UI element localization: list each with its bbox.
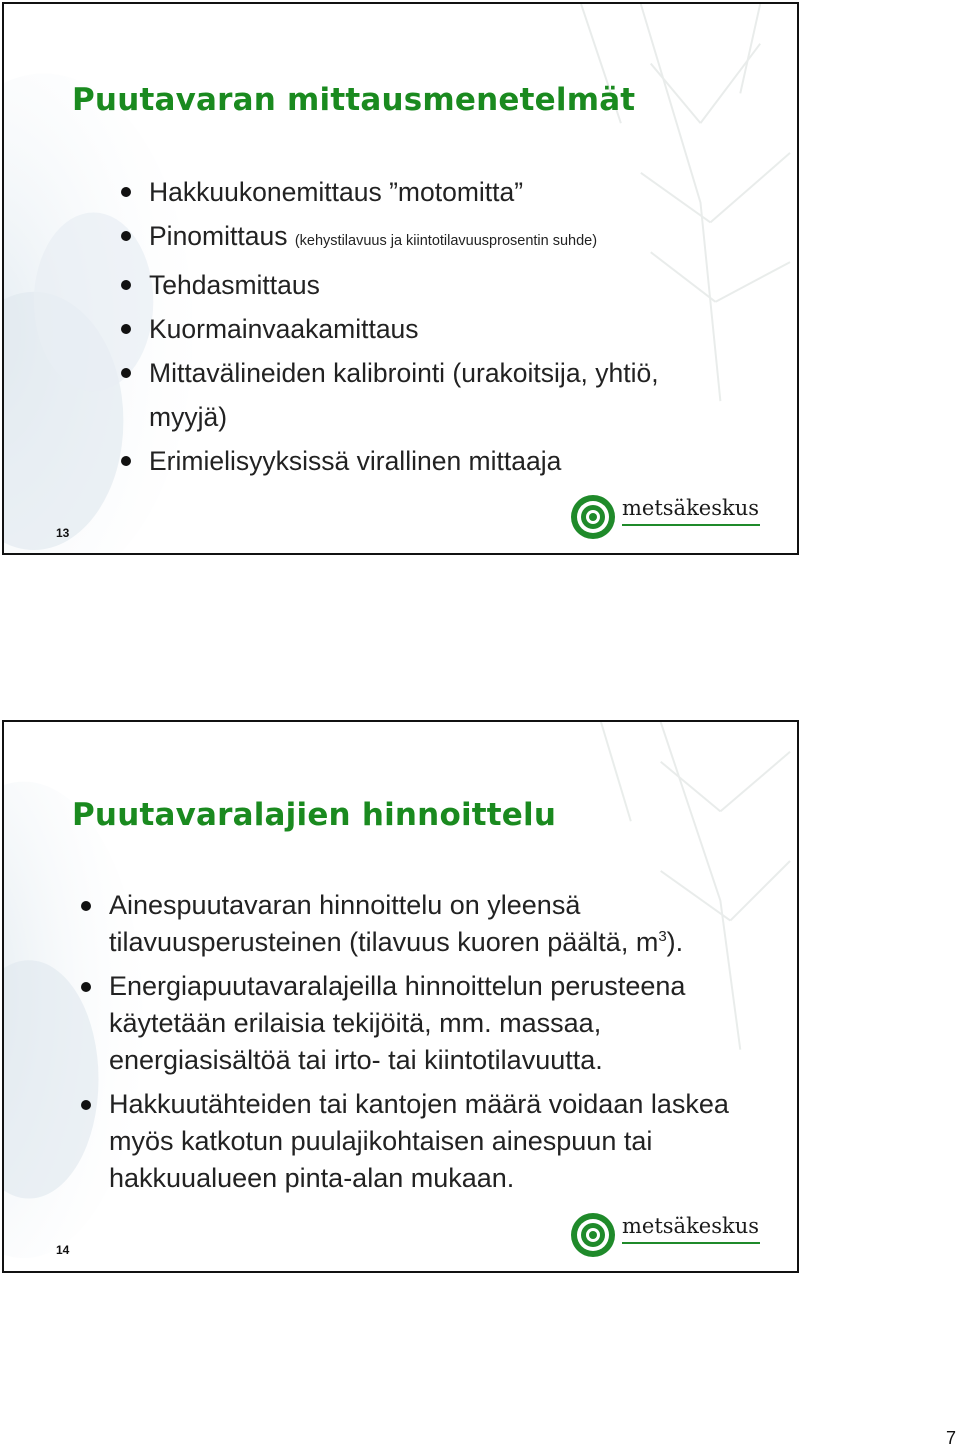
bullet-item: Energiapuutavaralajeilla hinnoittelun perusteena käytetään erilaisia tekijöitä, mm. massaa, energiasisältöä tai irto- tai kiintotilavuutta.	[109, 968, 779, 1079]
slide-13	[2, 2, 799, 555]
bullet-item: Pinomittaus (kehystilavuus ja kiintotilavuusprosentin suhde)	[149, 214, 709, 263]
slide-14	[2, 720, 799, 1273]
bullet-item: Ainespuutavaran hinnoittelu on yleensä tilavuusperusteinen (tilavuus kuoren päältä, $m^3$).	[109, 887, 779, 961]
bullet-item: Hakkuukonemittaus ”motomitta”	[149, 170, 709, 214]
bullet-item: Tehdasmittaus	[149, 263, 709, 307]
slide-title: Puutavaran mittausmenetelmät	[72, 82, 636, 118]
bullet-item: Hakkuutähteiden tai kantojen määrä voidaan laskea myös katkotun puulajikohtaisen ainespuun tai hakkuualueen pinta-alan mukaan.	[109, 1086, 779, 1197]
bullet-note: (kehystilavuus ja kiintotilavuusprosentin suhde)	[294, 233, 598, 249]
logo-text: metsäkeskus	[622, 1214, 760, 1238]
logo-underline	[622, 524, 760, 526]
bullet-list	[149, 170, 709, 483]
bullet-item: Erimielisyyksissä virallinen mittaaja	[149, 439, 709, 483]
superscript: 3	[658, 928, 667, 945]
logo-target-icon	[570, 494, 616, 540]
logo-target-icon	[570, 1212, 616, 1258]
slide-number: 14	[56, 1243, 70, 1257]
metsakeskus-logo	[570, 1212, 770, 1270]
page-number: 7	[945, 1428, 956, 1448]
logo-text: metsäkeskus	[622, 496, 760, 520]
bullet-item: Mittavälineiden kalibrointi (urakoitsija, yhtiö, myyjä)	[149, 351, 709, 439]
bullet-list	[109, 887, 779, 1204]
slide-title: Puutavaralajien hinnoittelu	[72, 797, 557, 833]
logo-underline	[622, 1242, 760, 1244]
slide-number: 13	[56, 526, 70, 540]
bullet-item: Kuormainvaakamittaus	[149, 307, 709, 351]
metsakeskus-logo	[570, 494, 770, 552]
